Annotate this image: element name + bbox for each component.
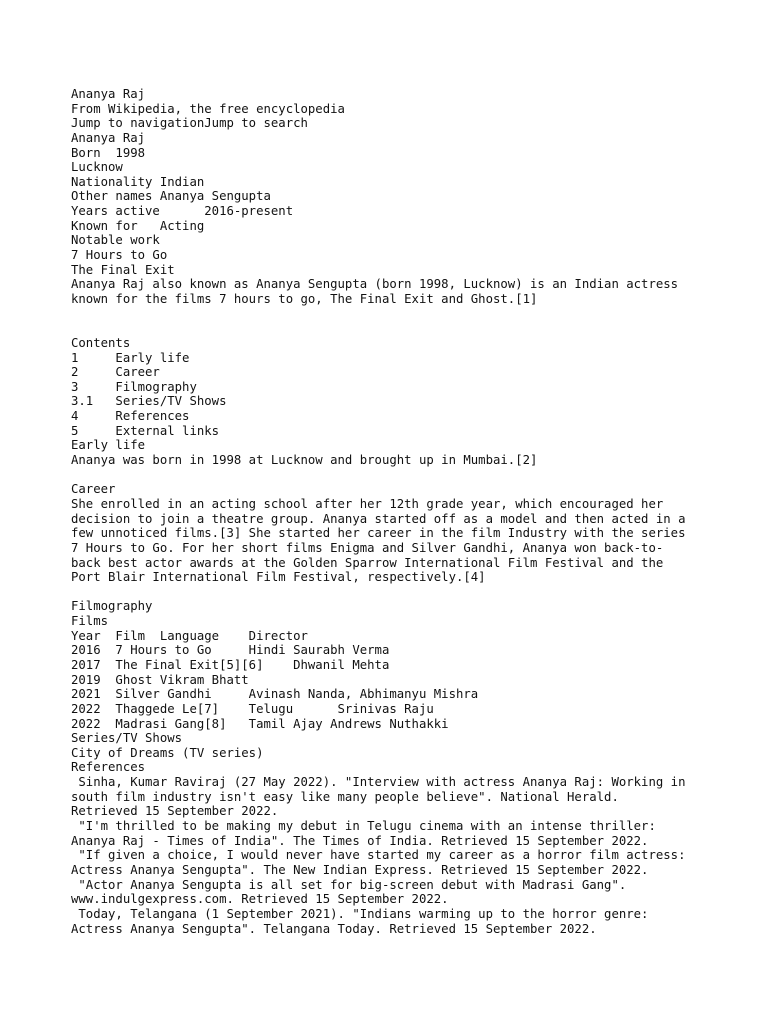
text-line: 3.1 Series/TV Shows — [71, 394, 227, 409]
text-line: Contents — [71, 335, 131, 350]
text-line: 7 Hours to Go — [71, 248, 168, 263]
text-line: Today, Telangana (1 September 2021). "Indians warming up to the horror genre: — [71, 906, 649, 921]
text-line: 1 Early life — [71, 350, 190, 365]
text-line: back best actor awards at the Golden Sparrow International Film Festival and the — [71, 555, 664, 570]
document-body — [71, 87, 731, 936]
text-line: Notable work — [71, 233, 160, 248]
text-line: She enrolled in an acting school after her 12th grade year, which encouraged her — [71, 496, 664, 511]
blank-line — [71, 321, 731, 336]
text-line: "If given a choice, I would never have started my career as a horror film actress: — [71, 848, 686, 863]
text-line: 3 Filmography — [71, 379, 197, 394]
blank-line — [71, 307, 731, 322]
text-line: City of Dreams (TV series) — [71, 745, 264, 760]
blank-line — [71, 468, 731, 483]
text-line: Ananya Raj also known as Ananya Sengupta (born 1998, Lucknow) is an Indian actress — [71, 277, 679, 292]
text-line: Series/TV Shows — [71, 731, 183, 746]
text-line: few unnoticed films.[3] She started her career in the film Industry with the series — [71, 526, 686, 541]
text-line: 4 References — [71, 409, 190, 424]
text-line: known for the films 7 hours to go, The Final Exit and Ghost.[1] — [71, 291, 538, 306]
text-line: Port Blair International Film Festival, respectively.[4] — [71, 570, 486, 585]
text-line: Ananya Raj — [71, 87, 146, 101]
text-line: Ananya Raj — [71, 130, 146, 145]
text-line: Career — [71, 482, 116, 497]
text-line: Actress Ananya Sengupta". Telangana Today. Retrieved 15 September 2022. — [71, 921, 597, 936]
text-line: Known for Acting — [71, 218, 205, 233]
text-line: Sinha, Kumar Raviraj (27 May 2022). "Interview with actress Ananya Raj: Working in — [71, 775, 686, 790]
text-line: www.indulgexpress.com. Retrieved 15 September 2022. — [71, 892, 449, 907]
text-line: The Final Exit — [71, 262, 175, 277]
text-line: 2019 Ghost Vikram Bhatt — [71, 672, 249, 687]
text-line: Born 1998 — [71, 145, 146, 160]
text-line: Year Film Language Director — [71, 628, 308, 643]
blank-line — [71, 585, 731, 600]
text-line: References — [71, 760, 146, 775]
text-line: Filmography — [71, 599, 153, 614]
text-line: "I'm thrilled to be making my debut in Telugu cinema with an intense thriller: — [71, 819, 656, 834]
text-line: Lucknow — [71, 160, 123, 175]
text-line: Early life — [71, 438, 146, 453]
text-line: decision to join a theatre group. Ananya started off as a model and then acted in a — [71, 511, 686, 526]
text-line: Ananya was born in 1998 at Lucknow and brought up in Mumbai.[2] — [71, 453, 538, 468]
text-line: Retrieved 15 September 2022. — [71, 804, 279, 819]
text-line: south film industry isn't easy like many people believe". National Herald. — [71, 789, 619, 804]
text-line: From Wikipedia, the free encyclopedia — [71, 101, 345, 116]
text-line: Films — [71, 614, 109, 629]
text-line: Jump to navigationJump to search — [71, 116, 308, 131]
text-line: 2017 The Final Exit[5][6] Dhwanil Mehta — [71, 657, 390, 672]
text-line: Years active 2016-present — [71, 204, 294, 219]
text-line: 2022 Madrasi Gang[8] Tamil Ajay Andrews Nuthakki — [71, 716, 449, 731]
text-line: Ananya Raj - Times of India". The Times of India. Retrieved 15 September 2022. — [71, 833, 649, 848]
text-line: 2021 Silver Gandhi Avinash Nanda, Abhimanyu Mishra — [71, 687, 479, 702]
text-line: Other names Ananya Sengupta — [71, 189, 271, 204]
text-line: "Actor Ananya Sengupta is all set for big-screen debut with Madrasi Gang". — [71, 877, 627, 892]
text-line: 5 External links — [71, 423, 220, 438]
text-line: Actress Ananya Sengupta". The New Indian Express. Retrieved 15 September 2022. — [71, 862, 649, 877]
text-line: Nationality Indian — [71, 174, 205, 189]
text-line: 2 Career — [71, 365, 160, 380]
text-line: 2022 Thaggede Le[7] Telugu Srinivas Raju — [71, 701, 434, 716]
text-line: 7 Hours to Go. For her short films Enigma and Silver Gandhi, Ananya won back-to- — [71, 540, 664, 555]
text-line: 2016 7 Hours to Go Hindi Saurabh Verma — [71, 643, 390, 658]
